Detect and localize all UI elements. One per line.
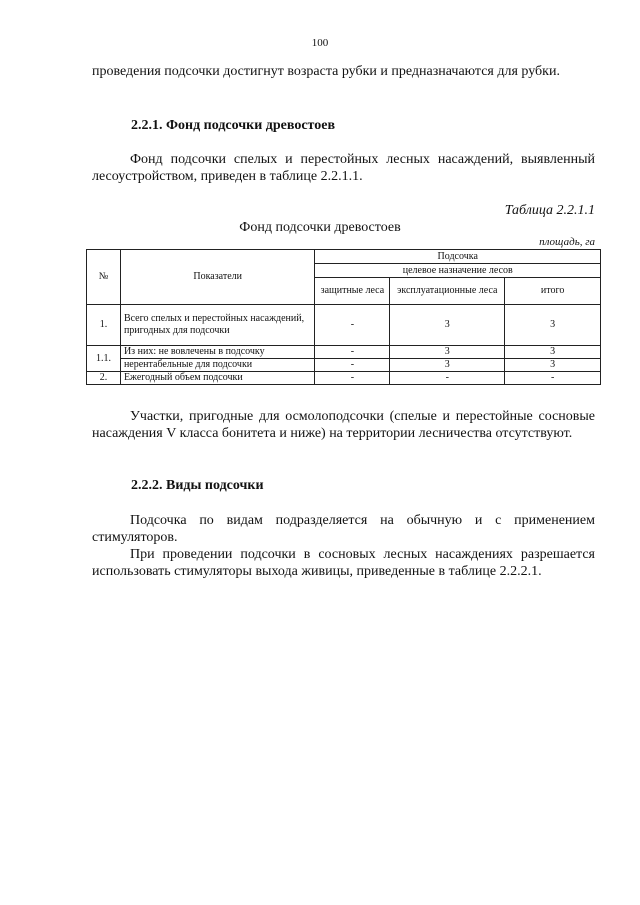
row-label: нерентабельные для подсочки [120,359,315,372]
row-label: Из них: не вовлечены в подсочку [120,346,315,359]
row-protective: - [315,305,390,346]
row-num: 1.1. [87,346,121,372]
table-number: Таблица 2.2.1.1 [504,203,595,218]
row-total: 3 [505,359,601,372]
header-purpose: целевое назначение лесов [315,264,601,278]
header-num: № [87,250,121,305]
paragraph-after-table: Участки, пригодные для осмолоподсочки (спелые и перестойные сосновые насаждения V класса бонитета и ниже) на территории лесничества отсутствуют. [92,409,595,441]
row-exploitation: 3 [390,346,505,359]
table-row [87,372,601,385]
podsochka-fund-table [86,249,601,385]
row-exploitation: 3 [390,359,505,372]
intro-paragraph: проведения подсочки достигнут возраста рубки и предназначаются для рубки. [92,64,560,79]
table-title: Фонд подсочки древостоев [239,220,401,235]
header-exploitation: эксплуатационные леса [390,278,505,305]
table-row [87,346,601,359]
row-exploitation: - [390,372,505,385]
header-podsochka: Подсочка [315,250,601,264]
section-paragraph-2-2-1: Фонд подсочки спелых и перестойных лесных насаждений, выявленный лесоустройством, приведен в таблице 2.2.1.1. [92,152,595,184]
section-paragraph-2-2-2-a: Подсочка по видам подразделяется на обычную и с применением стимуляторов. [92,513,595,545]
header-total: итого [505,278,601,305]
page-number: 100 [311,37,329,49]
row-num: 2. [87,372,121,385]
row-protective: - [315,346,390,359]
row-label: Всего спелых и перестойных насаждений, пригодных для подсочки [120,305,315,346]
header-protective: защитные леса [315,278,390,305]
row-total: 3 [505,305,601,346]
section-paragraph-2-2-2-b: При проведении подсочки в сосновых лесных насаждениях разрешается использовать стимуляторы выхода живицы, приведенные в таблице 2.2.2.1. [92,547,595,579]
table-row [87,359,601,372]
row-exploitation: 3 [390,305,505,346]
table-row [87,305,601,346]
row-protective: - [315,372,390,385]
table-unit: площадь, га [539,236,595,248]
table-header-row [87,250,601,264]
row-total: - [505,372,601,385]
row-protective: - [315,359,390,372]
header-indicators: Показатели [120,250,315,305]
section-heading-2-2-2: 2.2.2. Виды подсочки [131,478,264,493]
row-num: 1. [87,305,121,346]
row-total: 3 [505,346,601,359]
section-heading-2-2-1: 2.2.1. Фонд подсочки древостоев [131,118,336,133]
row-label: Ежегодный объем подсочки [120,372,315,385]
